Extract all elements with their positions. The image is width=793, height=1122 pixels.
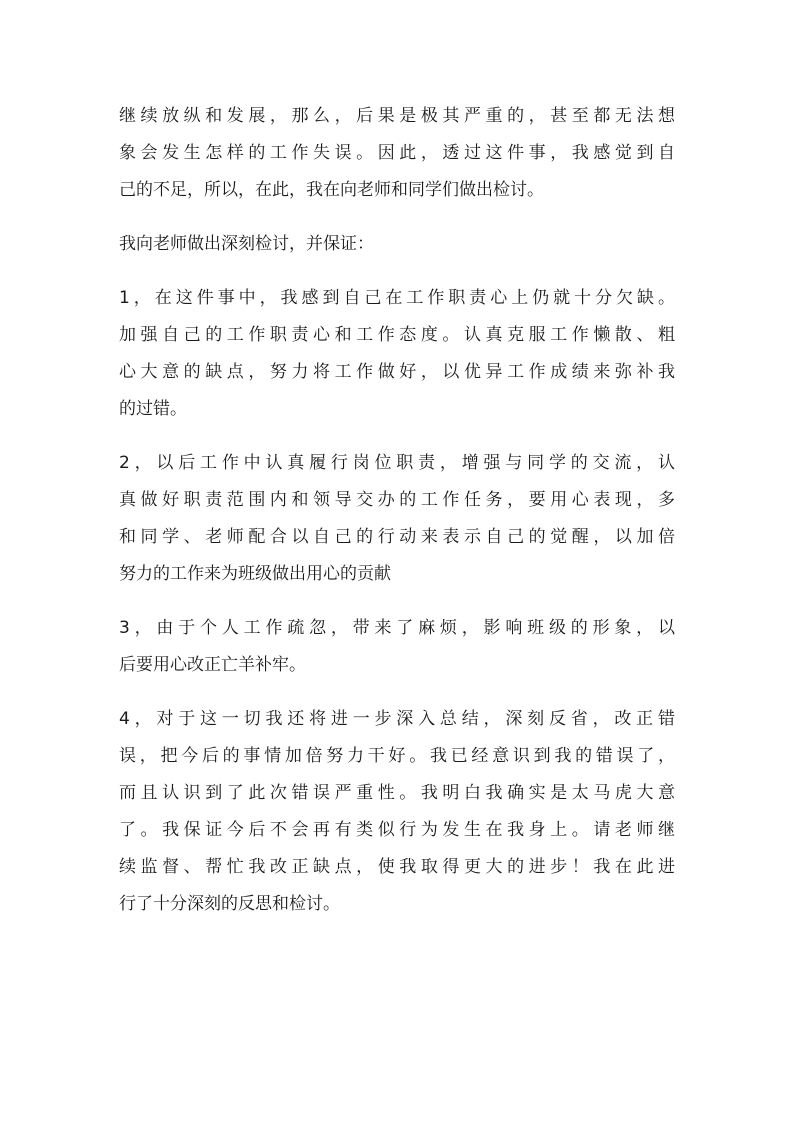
text-line: 象会发生怎样的工作失误。因此，透过这件事，我感觉到自	[119, 143, 675, 163]
paragraph-item-1	[119, 280, 675, 428]
paragraph-item-2	[119, 445, 675, 593]
text-line: 继续放纵和发展，那么，后果是极其严重的，甚至都无法想	[119, 106, 675, 126]
paragraph-pledge-heading	[119, 226, 675, 263]
text-line: 真做好职责范围内和领导交办的工作任务，要用心表现，多	[119, 490, 675, 510]
text-line: 行了十分深刻的反思和检讨。	[119, 894, 340, 914]
paragraph-item-3	[119, 610, 675, 684]
text-line: 续监督、帮忙我改正缺点，使我取得更大的进步！我在此进	[119, 857, 675, 877]
text-line: 4，对于这一切我还将进一步深入总结，深刻反省，改正错	[119, 709, 675, 729]
text-line: 己的不足，所以，在此，我在向老师和同学们做出检讨。	[119, 180, 544, 200]
text-line: 而且认识到了此次错误严重性。我明白我确实是太马虎大意	[119, 783, 675, 803]
text-line: 了。我保证今后不会再有类似行为发生在我身上。请老师继	[119, 820, 675, 840]
paragraph-item-4	[119, 701, 675, 923]
text-line: 误，把今后的事情加倍努力干好。我已经意识到我的错误了，	[119, 746, 675, 766]
text-line: 和同学、老师配合以自己的行动来表示自己的觉醒，以加倍	[119, 527, 675, 547]
text-line: 加强自己的工作职责心和工作态度。认真克服工作懒散、粗	[119, 325, 675, 345]
text-line: 1，在这件事中，我感到自己在工作职责心上仍就十分欠缺。	[119, 288, 675, 308]
paragraph-intro	[119, 98, 675, 209]
text-line: 心大意的缺点，努力将工作做好，以优异工作成绩来弥补我	[119, 362, 675, 382]
text-line: 的过错。	[119, 399, 187, 419]
document-body	[119, 98, 675, 940]
text-line: 努力的工作来为班级做出用心的贡献	[119, 564, 391, 584]
text-line: 3，由于个人工作疏忽，带来了麻烦，影响班级的形象，以	[119, 618, 675, 638]
text-line: 后要用心改正亡羊补牢。	[119, 655, 306, 675]
text-line: 我向老师做出深刻检讨，并保证：	[119, 234, 374, 254]
text-line: 2，以后工作中认真履行岗位职责，增强与同学的交流，认	[119, 453, 675, 473]
